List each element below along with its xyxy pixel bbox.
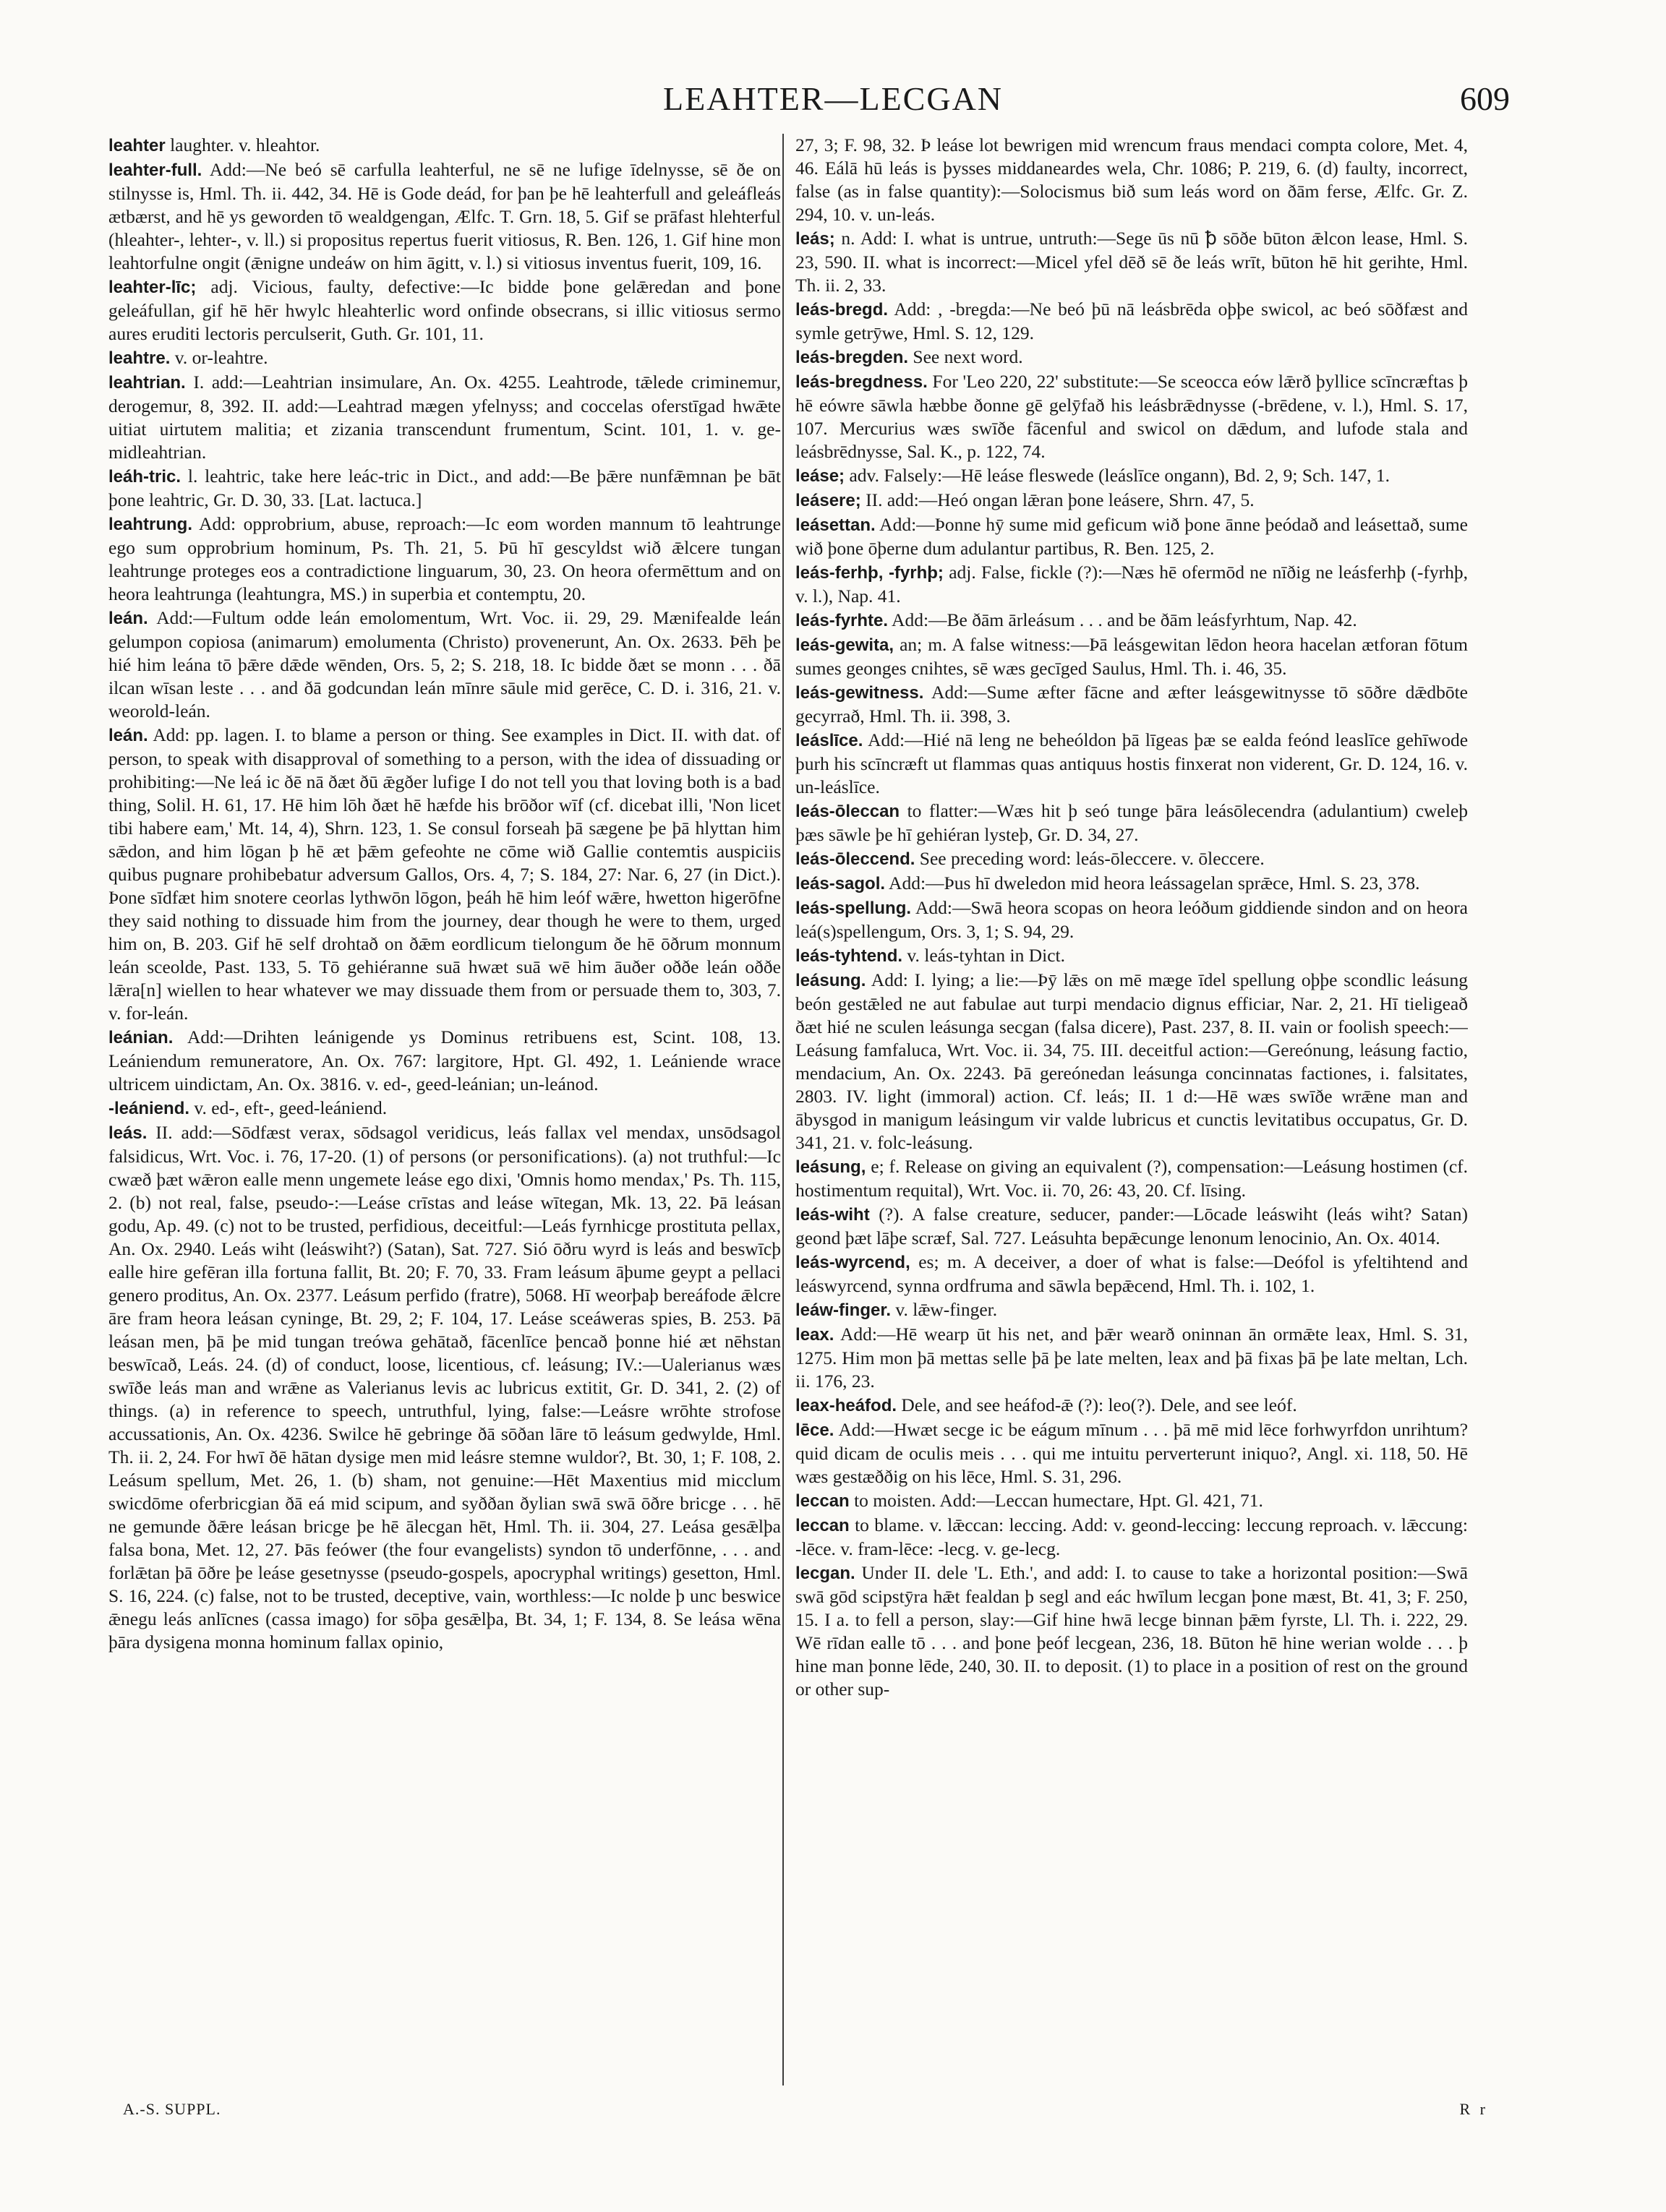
entry-headword: leán. [108,609,148,628]
right-column [795,134,1468,2085]
entry-headword: leás-ferhþ, -fyrhþ; [795,563,944,583]
dictionary-entry [108,606,781,723]
dictionary-entry [795,1155,1468,1202]
entry-text: Dele, and see heáfod-ǣ (?): leo(?). Dele, and see leóf. [901,1394,1297,1415]
dictionary-entry [795,729,1468,799]
dictionary-entry [108,1026,781,1096]
entry-headword: leccan [795,1491,850,1511]
dictionary-entry [108,158,781,275]
entry-headword: leahtrung. [108,515,193,534]
entry-text: Add:—Sume æfter fācne and æfter leásgewitnysse tō sōðre dǣdbōte gecyrrað, Hml. Th. ii. 398, 3. [795,682,1468,726]
entry-text: Add:—Be ðām ārleásum . . . and be ðām leásfyrhtum, Nap. 42. [892,609,1357,630]
dictionary-entry [795,633,1468,680]
footer-signature: A.-S. SUPPL. [123,2100,221,2118]
dictionary-entry [795,298,1468,345]
entry-headword: leásung. [795,971,866,990]
entry-text: Add:—Hē wearp ūt his net, and þǣr wearð oninnan ān ormǣte leax, Hml. S. 31, 1275. Him mon þā mettas selle þā þe late melten, leax and þā fixas þā þe late meltan, Lch. ii. 176, 23. [795,1324,1468,1392]
entry-text: to blame. v. lǣccan: leccing. Add: v. geond-leccing: leccung reproach. v. lǣccung: -lēce. v. fram-lēce: -lecg. v. ge-lecg. [795,1514,1468,1559]
entry-text: v. ed-, eft-, geed-leániend. [194,1097,388,1118]
dictionary-entry [795,681,1468,728]
dictionary-entry [795,346,1468,369]
entry-text: Under II. dele 'L. Eth.', and add: I. to cause to take a horizontal position:—Swā swā gōd scipstȳra hǣt fealdan þ segl and eác hwīlum lecgan þone mæst, Bt. 41, 3; F. 250, 15. I a. to fell a person, slay:—Gif hine hwā lecge binnan þǣm fyrste, Ll. Th. i. 222, 29. Wē rīdan ealle tō . . . and þone þeóf lecgean, 236, 18. Būton hē hine werian wolde . . . þ hine man þonne lēde, 240, 30. II. to deposit. (1) to place in a position of rest on the ground or other sup- [795,1562,1468,1699]
entry-headword: leax-heáfod. [795,1396,897,1415]
entry-text: Add:—Þus hī dweledon mid heora leássagelan sprǣce, Hml. S. 23, 378. [889,873,1420,893]
entry-text: Add:—Ne beó sē carfulla leahterful, ne sē ne lufige īdelnysse, sē ðe on stilnysse is, Hml. Th. ii. 442, 34. Hē is Gode deád, for þan þe hē leahterfull and geleáfleás ætbærst, and hē ys geworden tō wealdgengan, Ælfc. T. Grn. 18, 5. Gif se prāfast hlehterful (hleahter-, lehter-, v. ll.) si propositus repertus fuerit vitiosus, R. Ben. 126, 1. Gif hine mon leahtorfulne ongit (ǣnigne undeáw on him āgitt, v. l.) si vitiosus inventus fuerit, 109, 16. [108,159,781,273]
footer-gathering-mark: R r [1459,2100,1488,2118]
dictionary-entry [795,609,1468,633]
entry-text: Add:—Hwæt secge ic be eágum mīnum . . . þā mē mid lēce forhwyrfdon unrihtum? quid dicam de oculis meis . . . qui me intuitu perverterunt iniquo?, Angl. xi. 118, 50. Hē wæs gestæððig on his lēce, Hml. S. 31, 296. [795,1419,1468,1487]
entry-headword: leáh-tric. [108,467,181,486]
column-divider [782,134,784,2085]
dictionary-entry [795,800,1468,846]
entry-headword: leahtrian. [108,373,186,393]
entry-text: e; f. Release on giving an equivalent (?), compensation:—Leásung hostimen (cf. hostimentum requital), Wrt. Voc. ii. 70, 26: 43, 20. Cf. līsing. [795,1156,1468,1201]
dictionary-entry [108,134,781,158]
entry-headword: leahtre. [108,348,171,368]
page-number: 609 [1460,80,1510,117]
entry-text: Add: opprobrium, abuse, reproach:—Ic eom worden mannum tō leahtrunge ego sum opprobrium hominum, Ps. Th. 21, 5. Þū hī gescyldst wið ǣlcere tungan leahtrunge proteges eos a contradictione linguarum, 30, 23. On heora ofermēttum and on heora leahtrunga (leahtungra, MS.) in superbia et contemptu, 20. [108,513,781,604]
dictionary-entry [108,513,781,606]
left-column [108,134,781,2085]
entry-headword: leáse; [795,466,845,486]
dictionary-entry [795,370,1468,463]
dictionary-entry [795,969,1468,1154]
entry-headword: leásere; [795,491,861,510]
entry-headword: leáslīce. [795,731,863,750]
entry-text: v. or-leahtre. [174,347,268,368]
running-head: LEAHTER—LECGAN [662,80,1004,117]
entry-headword: -leániend. [108,1099,190,1118]
entry-text: Add: I. lying; a lie:—Þȳ lǣs on mē mæge īdel spellung oþþe scondlic leásung beón gestǣled ne aut fabulae aut turpi mendacio dignus efficiar, Nar. 2, 21. Hī tieligeað ðæt hié ne sculen leásunga secgan (falsa dicere), Past. 237, 8. II. vain or foolish speech:—Leásung famfaluca, Wrt. Voc. ii. 34, 75. III. deceitful action:—Gereónung, leásung factio, mendacium, An. Ox. 2243. Þā gereónedan leásunga concinnatas factiones, i. falsitates, 2803. IV. light (immoral) action. Cf. leás; II. 1 d:—Hē wæs swīðe wrǣne man and ābysgod in manigum leásingum vir valde lubricus et cunctis levitatibus occupatus, Gr. D. 341, 21. v. folc-leásung. [795,969,1468,1153]
dictionary-entry [795,1561,1468,1701]
entry-headword: leahter-līc; [108,278,197,297]
entry-text: See preceding word: leás-ōleccere. v. ōleccere. [919,848,1265,869]
entry-headword: leás-ōleccend. [795,849,915,869]
entry-text: adj. Vicious, faulty, defective:—Ic bidde þone gelǣredan and þone geleáfullan, gif hē hēr hwylc hleahterlic word onfinde obsecrans, si illic vitiosus sermo aures eruditi lectoris perculserit, Guth. Gr. 101, 11. [108,276,781,344]
entry-headword: lecgan. [795,1564,855,1583]
entry-text: adv. Falsely:—Hē leáse fleswede (leáslīce ongann), Bd. 2, 9; Sch. 147, 1. [849,465,1391,486]
entry-text: n. Add: I. what is untrue, untruth:—Sege ūs nū ꝥ sōðe būton ǣlcon lease, Hml. S. 23, 590. II. what is incorrect:—Micel yfel dēð sē ðe leás wrīt, būton hē hit gerihte, Hml. Th. ii. 2, 33. [795,228,1468,296]
entry-headword: leás-bregdness. [795,372,928,392]
dictionary-entry [108,465,781,512]
entry-text: Add:—Fultum odde leán emolomentum, Wrt. Voc. ii. 29, 29. Mænifealde leán gelumpon copiosa (animarum) emolumenta (Christo) provenerunt, An. Ox. 2633. Þēh þe hié him leána tō þǣre dǣde wēnden, Ors. 5, 2; S. 218, 18. Ic bidde ðæt se monn . . . ðā ilcan wīsan leste . . . and ðā godcundan leán mīnre sāule mid gerēce, C. D. i. 316, 21. v. weorold-leán. [108,607,781,721]
dictionary-entry [795,1489,1468,1513]
entry-text: laughter. v. hleahtor. [170,134,320,155]
dictionary-entry [108,724,781,1025]
entry-headword: leás-tyhtend. [795,946,903,966]
entry-text: v. lǣw-finger. [895,1299,998,1320]
entry-headword: lēce. [795,1420,834,1440]
entry-headword: leás-spellung. [795,899,912,918]
dictionary-entry [795,847,1468,871]
entry-text: See next word. [913,346,1023,367]
entry-text: Add:—Drihten leánigende ys Dominus retribuens est, Scint. 108, 13. Leániendum remuneratore, An. Ox. 767: largitore, Hpt. Gl. 492, 1. Leániende wrace ultricem uindictam, An. Ox. 3816. v. ed-, geed-leánian; un-leánod. [108,1026,781,1094]
entry-text: to flatter:—Wæs hit þ seó tunge þāra leásōlecendra (adulantium) cweleþ þæs sāwle þe hī gehiéran lysteþ, Gr. D. 34, 27. [795,800,1468,845]
dictionary-entry [795,489,1468,513]
entry-headword: leás-sagol. [795,874,886,893]
dictionary-entry [795,1298,1468,1322]
dictionary-entry [795,896,1468,943]
entry-headword: leás-gewitness. [795,683,924,703]
entry-headword: leás-fyrhte. [795,611,889,630]
entry-text: Add: pp. lagen. I. to blame a person or thing. See examples in Dict. II. with dat. of person, to speak with disapproval of something to a person, with the idea of dissuading or prohibiting:—Ne leá ic ðē nā ðæt ðū ǣgðer lufige I do not tell you that loving both is a bad thing, Solil. H. 61, 17. Hē him lōh ðæt hē hæfde his brōðor wīf (cf. dicebat illi, 'Non licet tibi habere eam,' Mt. 14, 4), Shrn. 123, 1. Se consul forseah þā sægene þe þā hlyttan him sǣdon, and him lōgan þ hē æt þǣm gefeohte ne cōme wið Gallie contemtis auspiciis quibus pugnare prohibebatur adversum Gallos, Ors. 4, 7; S. 184, 27: Nar. 6, 27 (in Dict.). Þone sīdfæt him snotere ceorlas lythwōn lōgon, þeáh hē him leóf wǣre, hwetton higerōfne they said nothing to dissuade him from the journey, dear though he were to them, urged him on, B. 203. Gif hē self drohtað on ðǣm eordlicum tielongum ðe hē ōðrum monnum leán sceolde, Past. 133, 5. Tō gehiéranne suā hwæt suā wē him āuðer oððe leán oððe lǣra[n] wiellen to hear whatever we may dissuade them from or persuade them to, 303, 7. v. for-leán. [108,724,781,1024]
entry-text: es; m. A deceiver, a doer of what is false:—Deófol is yfeltihtend and leáswyrcend, synna ordfruma and sāwla bepǣcend, Hml. Th. i. 102, 1. [795,1251,1468,1296]
entry-text: to moisten. Add:—Leccan humectare, Hpt. Gl. 421, 71. [854,1490,1263,1511]
entry-text: an; m. A false witness:—Þā leásgewitan lēdon heora hacelan ætforan fōtum sumes geonges cnihtes, sē wæs gecīged Saulus, Hml. Th. i. 46, 35. [795,634,1468,679]
entry-headword: leán. [108,726,148,745]
entry-text: l. leahtric, take here leác-tric in Dict., and add:—Be þǣre nunfǣmnan þe bāt þone leahtric, Gr. D. 30, 33. [Lat. lactuca.] [108,466,781,510]
dictionary-entry [108,346,781,370]
dictionary-entry [108,1097,781,1120]
entry-headword: leccan [795,1516,850,1535]
entry-text: Add:—Hié nā leng ne beheóldon þā līgeas þæ se ealda feónd leaslīce gehīwode þurh his scīncræft ut flammas quas antiquus hostis finxerat non viderent, Gr. D. 124, 16. v. un-leáslīce. [795,729,1468,797]
entry-text: Add:—Swā heora scopas on heora leóðum giddiende sindon and on heora leá(s)spellengum, Ors. 3, 1; S. 94, 29. [795,897,1468,942]
entry-headword: leás-ōleccan [795,802,900,821]
entry-headword: leás-bregd. [795,300,889,320]
dictionary-entry [795,1418,1468,1488]
dictionary-entry [108,371,781,464]
entry-headword: leás. [108,1123,148,1143]
dictionary-entry [795,1323,1468,1393]
dictionary-entry [795,464,1468,488]
entry-headword: leax. [795,1325,834,1345]
dictionary-entry [795,1251,1468,1298]
entry-headword: leáw-finger. [795,1300,892,1320]
entry-headword: leahter [108,136,166,155]
dictionary-entry [795,1514,1468,1561]
entry-text: adj. False, fickle (?):—Næs hē ofermōd ne nīðig ne leásferhþ (-fyrhþ, v. l.), Nap. 41. [795,562,1468,606]
dictionary-entry [795,944,1468,968]
entry-headword: leás-wyrcend, [795,1253,910,1272]
entry-headword: leásettan. [795,515,876,535]
entry-text: I. add:—Leahtrian insimulare, An. Ox. 4255. Leahtrode, tǣlede criminemur, derogemur, 8, 392. II. add:—Leahtrad mægen yfelnyss; and coccelas oferstīgad hwǣte uitiat uirtutem malitia; et zizania transcendunt frumentum, Scint. 101, 1. v. ge-midleahtrian. [108,372,781,463]
dictionary-entry [795,872,1468,896]
entry-text: For 'Leo 220, 22' substitute:—Se sceocca eów lǣrð þyllice scīncræftas þ hē eówre sāwla hæbbe ðonne gē gelȳfað his leásbrǣdnysse (-brēdene, v. l.), Hml. S. 17, 107. Mercurius wæs swīðe fācenful and swicol on dǣdum, and lufode stala and leásbrēdnysse, Sal. K., p. 122, 74. [795,371,1468,462]
entry-headword: leás-gewita, [795,635,894,655]
entry-headword: leahter-full. [108,160,202,180]
dictionary-entry [108,1121,781,1654]
entry-text: II. add:—Sōdfæst verax, sōdsagol veridicus, leás fallax vel mendax, unsōdsagol falsidicus, Wrt. Voc. i. 76, 17-20. (1) of persons (or personifications). (a) not truthful:—Ic cwæð þæt wǣron ealle menn ungemete leáse ego dixi, 'Omnis homo mendax,' Ps. Th. 115, 2. (b) not real, false, pseudo-:—Leáse crīstas and leáse wītegan, Mk. 13, 22. Þā leásan godu, Ap. 49. (c) not to be trusted, perfidious, deceitful:—Leás fyrnhicge prostituta pellax, An. Ox. 2940. Leás wiht (leáswiht?) (Satan), Sat. 727. Sió ōðru wyrd is leás and beswīcþ ealle hire gefēran illa fortuna fallit, Bt. 20; F. 70, 33. Fram leásum āþume geypt a pellaci genero proditus, An. Ox. 2377. Leásum perfido (fratre), 5068. Hī weorþaþ bereáfode ǣlcre āre fram heora leásan cyninge, Bt. 29, 2; F. 104, 17. Leáse sceáweras spies, B. 253. Þā leásan men, þā þe mid tungan treówa gehātað, fācenlīce þencað þonne hié æt nēhstan beswīcað, Leás. 24. (d) of conduct, loose, licentious, cf. leásung; IV.:—Ualerianus wæs swīðe leás man and wrǣne as Valerianus levis ac lubricus extitit, Gr. D. 341, 2. (2) of things. (a) in reference to speech, untruthful, lying, false:—Leásre wrōhte strofose accussationis, An. Ox. 4236. Swilce hē gebringe ðā sōðan lāre tō leásum gedwylde, Hml. Th. ii. 2, 24. For hwī ðē hātan dysige men mid leásre stemne wuldor?, Bt. 30, 1; F. 108, 2. Leásum spellum, Met. 26, 1. (b) sham, not genuine:—Hēt Maxentius mid micclum swicdōme oferbricgian ðā eá mid scipum, and syððan ðylian swā swā ōðre bricge . . . hē ne gemunde ðǣre leásan bricge þe hē ālecgan hēt, Hml. Th. ii. 304, 27. Leása gesǣlþa falsa bona, Met. 12, 27. Þās feówer (the four evangelists) syndon tō underfōnne, . . . and forlǣtan þā ōðre þe leáse gesetnysse (pseudo-gospels, apocryphal writings) gesetton, Hml. S. 16, 224. (c) false, not to be trusted, deceptive, vain, worthless:—Ic nolde þ unc beswice ǣnegu leás anlīcnes (cassa imago) for sōþa gesǣlþa, Bt. 34, 1; F. 134, 8. Se leása wēna þāra dysigena monna hominum fallax opinio, [108,1122,781,1652]
dictionary-entry [795,561,1468,608]
entry-headword: leánian. [108,1028,174,1047]
entry-text: II. add:—Heó ongan lǣran þone leásere, Shrn. 47, 5. [866,489,1255,510]
entry-headword: leásung, [795,1157,866,1177]
dictionary-entry [795,513,1468,560]
entry-text: v. leás-tyhtan in Dict. [907,945,1065,966]
entry-headword: leás-bregden. [795,348,909,367]
dictionary-entry [795,134,1468,226]
dictionary-entry [795,1203,1468,1250]
entry-text: Add: , -bregda:—Ne beó þū nā leásbrēda oþþe swicol, ac beó sōðfæst and symle getrȳwe, Hml. S. 12, 129. [795,299,1468,343]
entry-headword: leás; [795,229,835,249]
entry-text: (?). A false creature, seducer, pander:—Lōcade leáswiht (leás wiht? Satan) geond þæt lāþe scræf, Sal. 727. Leásuhta bepǣcunge lenonum lenocinio, An. Ox. 4014. [795,1204,1468,1248]
dictionary-entry [795,227,1468,297]
entry-text: Add:—Þonne hȳ sume mid geficum wið þone ānne þeódað and leásettað, sume wið þone ōþerne dum adulantur partibus, R. Ben. 125, 2. [795,514,1468,559]
dictionary-entry [108,275,781,346]
entry-headword: leás-wiht [795,1205,870,1225]
dictionary-entry [795,1394,1468,1418]
entry-text: 27, 3; F. 98, 32. Þ leáse lot bewrigen mid wrencum fraus mendaci compta colore, Met. 4, 46. Eálā hū leás is þysses middaneardes wela, Chr. 1086; P. 219, 6. (d) faulty, incorrect, false (as in false quantity):—Solocismus bið sum leás word on ðām ferse, Ælfc. Gr. Z. 294, 10. v. un-leás. [795,134,1468,225]
